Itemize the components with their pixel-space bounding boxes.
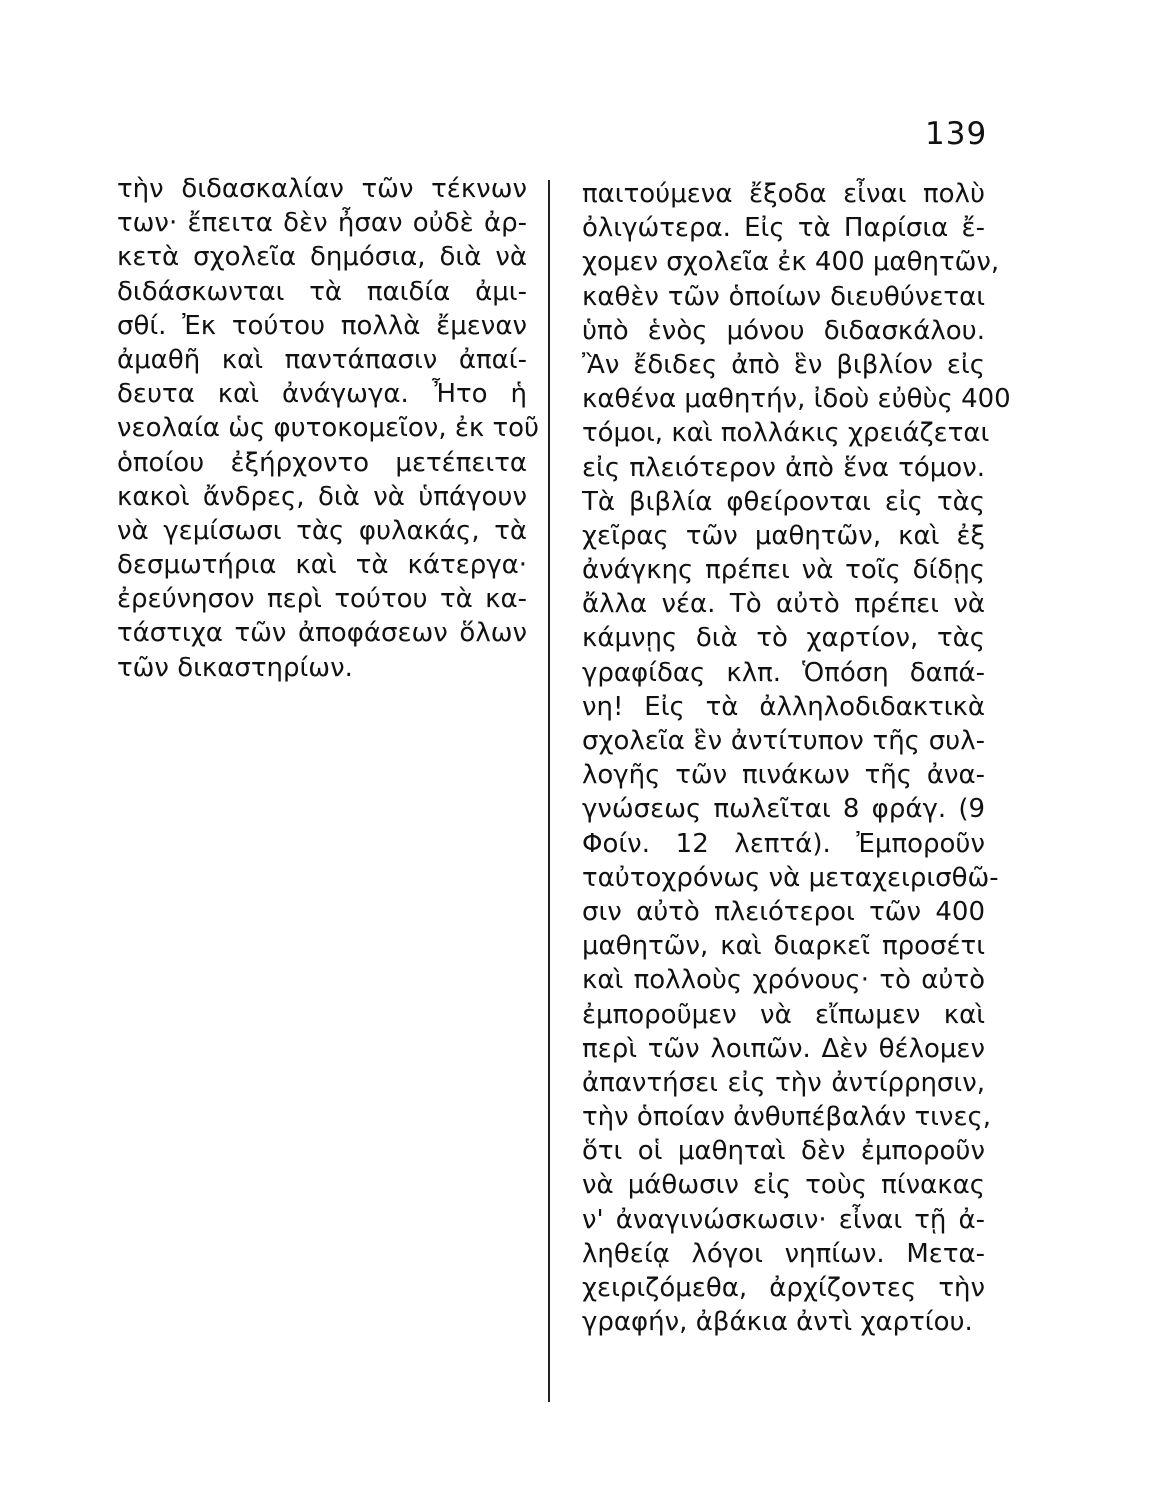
text-line: νὰ γεμίσωσι τὰς φυλακάς, τὰ [117,515,527,546]
text-line: νη! Εἰς τὰ ἀλληλοδιδακτικὰ [582,691,985,722]
text-line: δευτα καὶ ἀνάγωγα. Ἦτο ἡ [117,379,527,410]
text-line: των· ἔπειτα δὲν ἦσαν οὐδὲ ἀρ- [117,208,527,239]
text-line: ἀνάγκης πρέπει νὰ τοῖς δίδῃς [582,555,985,586]
text-line: τὴν διδασκαλίαν τῶν τέκνων [117,174,527,204]
text-line: σχολεῖα ἓν ἀντίτυπον τῆς συλ- [582,726,985,756]
text-line: χεῖρας τῶν μαθητῶν, καὶ ἐξ [582,520,985,551]
text-line: ν' ἀναγινώσκωσιν· εἶναι τῇ ἀ- [582,1204,985,1235]
left-text-column [117,172,540,685]
column-divider [548,180,550,1402]
text-line: χειριζόμεθα, ἀρχίζοντες τὴν [582,1273,985,1303]
text-line: εἰς πλειότερον ἀπὸ ἕνα τόμον. [582,452,985,483]
text-line: ἀπαντήσει εἰς τὴν ἀντίρρησιν, [582,1067,985,1098]
text-line: τὴν ὁποίαν ἀνθυπέβαλάν τινες, [582,1102,992,1133]
text-line: διδάσκωνται τὰ παιδία ἀμι- [117,276,527,307]
text-line: ὁποίου ἐξήρχοντο μετέπειτα [117,447,527,478]
text-line: μαθητῶν, καὶ διαρκεῖ προσέτι [582,931,985,962]
page-number: 139 [925,116,988,152]
text-line: τῶν δικαστηρίων. [117,652,353,683]
text-line: ταὐτοχρόνως νὰ μεταχειρισθῶ- [582,862,999,893]
right-text-column [582,177,1011,1339]
text-line: Φοίν. 12 λεπτά). Ἐμποροῦν [582,828,985,859]
text-line: ὀλιγώτερα. Εἰς τὰ Παρίσια ἔ- [582,213,985,244]
text-line: κάμνῃς διὰ τὸ χαρτίον, τὰς [582,623,985,654]
text-line: παιτούμενα ἔξοδα εἶναι πολὺ [582,179,985,209]
text-line: ὅτι οἱ μαθηταὶ δὲν ἐμποροῦν [582,1136,985,1167]
text-line: σθί. Ἐκ τούτου πολλὰ ἔμεναν [117,310,527,341]
text-line: ἐμποροῦμεν νὰ εἴπωμεν καὶ [582,999,985,1030]
text-line: Ἂν ἔδιδες ἀπὸ ἓν βιβλίον εἰς [582,349,985,380]
text-line: γνώσεως πωλεῖται 8 φράγ. (9 [582,794,985,825]
text-line: Τὰ βιβλία φθείρονται εἰς τὰς [582,486,985,517]
text-line: νὰ μάθωσιν εἰς τοὺς πίνακας [582,1170,985,1201]
text-line: καὶ πολλοὺς χρόνους· τὸ αὐτὸ [582,965,985,996]
text-line: ἐρεύνησον περὶ τούτου τὰ κα- [117,584,527,615]
text-line: ἄλλα νέα. Τὸ αὐτὸ πρέπει νὰ [582,589,985,620]
text-line: κετὰ σχολεῖα δημόσια, διὰ νὰ [117,242,527,273]
text-line: γραφήν, ἀβάκια ἀντὶ χαρτίου. [582,1307,973,1338]
text-line: χομεν σχολεῖα ἐκ 400 μαθητῶν, [582,247,1000,278]
text-line: δεσμωτήρια καὶ τὰ κάτεργα· [117,550,527,581]
text-line: ληθείᾳ λόγοι νηπίων. Μετα- [582,1238,985,1269]
text-line: τόμοι, καὶ πολλάκις χρειάζεται [582,418,990,449]
text-line: ἀμαθῆ καὶ παντάπασιν ἀπαί- [117,344,527,375]
text-line: σιν αὐτὸ πλειότεροι τῶν 400 [582,896,985,927]
text-line: λογῆς τῶν πινάκων τῆς ἀνα- [582,760,985,791]
text-line: κακοὶ ἄνδρες, διὰ νὰ ὑπάγουν [117,481,527,512]
text-line: ὑπὸ ἑνὸς μόνου διδασκάλου. [582,315,985,346]
text-line: καθὲν τῶν ὁποίων διευθύνεται [582,281,985,312]
text-line: νεολαία ὡς φυτοκομεῖον, ἐκ τοῦ [117,413,540,444]
text-line: περὶ τῶν λοιπῶν. Δὲν θέλομεν [582,1033,985,1064]
text-line: γραφίδας κλπ. Ὁπόση δαπά- [582,657,985,688]
text-line: τάστιχα τῶν ἀποφάσεων ὅλων [117,618,527,649]
text-line: καθένα μαθητήν, ἰδοὺ εὐθὺς 400 [582,384,1011,415]
